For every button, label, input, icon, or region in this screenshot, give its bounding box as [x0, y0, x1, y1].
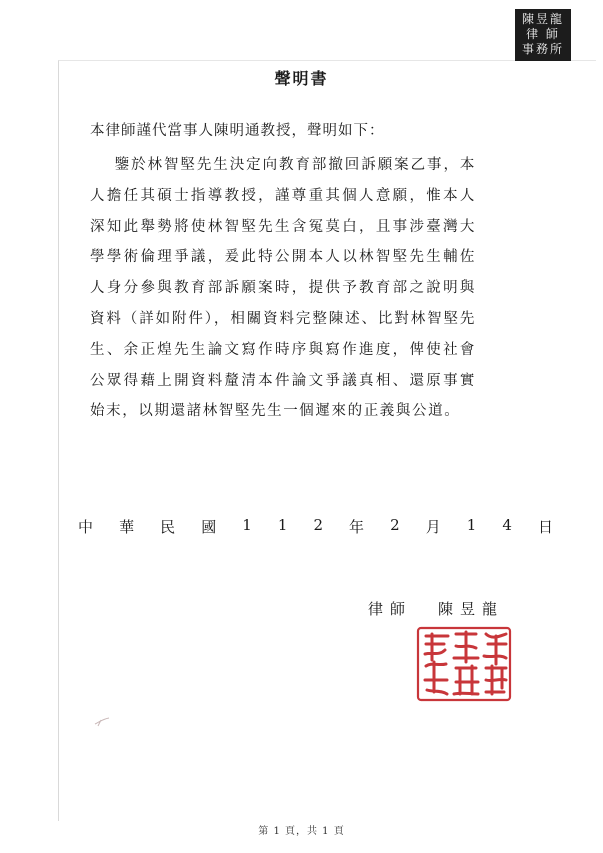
date-char: 月	[425, 518, 441, 536]
date-char: 1	[277, 516, 288, 534]
signer-name: 陳昱龍	[438, 600, 505, 618]
intro-line: 本律師謹代當事人陳明通教授，聲明如下：	[90, 123, 385, 139]
date-char: 民	[160, 518, 176, 536]
page-number: 第 1 頁，共 1 頁	[258, 826, 345, 837]
law-firm-logo	[515, 9, 571, 61]
date-char: 1	[242, 516, 252, 534]
date-line	[78, 516, 553, 537]
red-seal-stamp	[412, 622, 517, 704]
date-char: 華	[119, 518, 135, 536]
date-char: 2	[390, 516, 400, 534]
date-char: 年	[349, 518, 365, 536]
date-char: 國	[201, 518, 217, 536]
date-char: 中	[78, 518, 94, 536]
statement-body: 鑒於林智堅先生決定向教育部撤回訴願案乙事，本人擔任其碩士指導教授，謹尊重其個人意願，惟本人深知此舉勢將使林智堅先生含冤莫白，且事涉臺灣大學學術倫理爭議，爰此特公開本人以林智堅先生輔佐人身分參與教育部訴願案時，提供予教育部之說明與資料（詳如附件），相關資料完整陳述、比對林智堅先生、余正煌先生論文寫作時序與寫作進度，俾使社會公眾得藉上開資料釐清本件論文爭議真相、還原事實始末，以期還諸林智堅先生一個遲來的正義與公道。	[90, 157, 476, 420]
document-title: 聲明書	[274, 69, 329, 88]
firm-line-1: 陳昱龍	[521, 12, 564, 26]
date-char: 1	[466, 516, 477, 534]
pen-mark	[93, 714, 113, 728]
date-char: 日	[537, 518, 553, 536]
date-char: 2	[313, 516, 323, 534]
firm-line-3: 事務所	[521, 42, 564, 56]
firm-line-2: 律 師	[526, 27, 560, 41]
signature-line	[368, 598, 504, 619]
date-char: 4	[502, 516, 512, 534]
signer-role: 律師	[368, 600, 413, 618]
